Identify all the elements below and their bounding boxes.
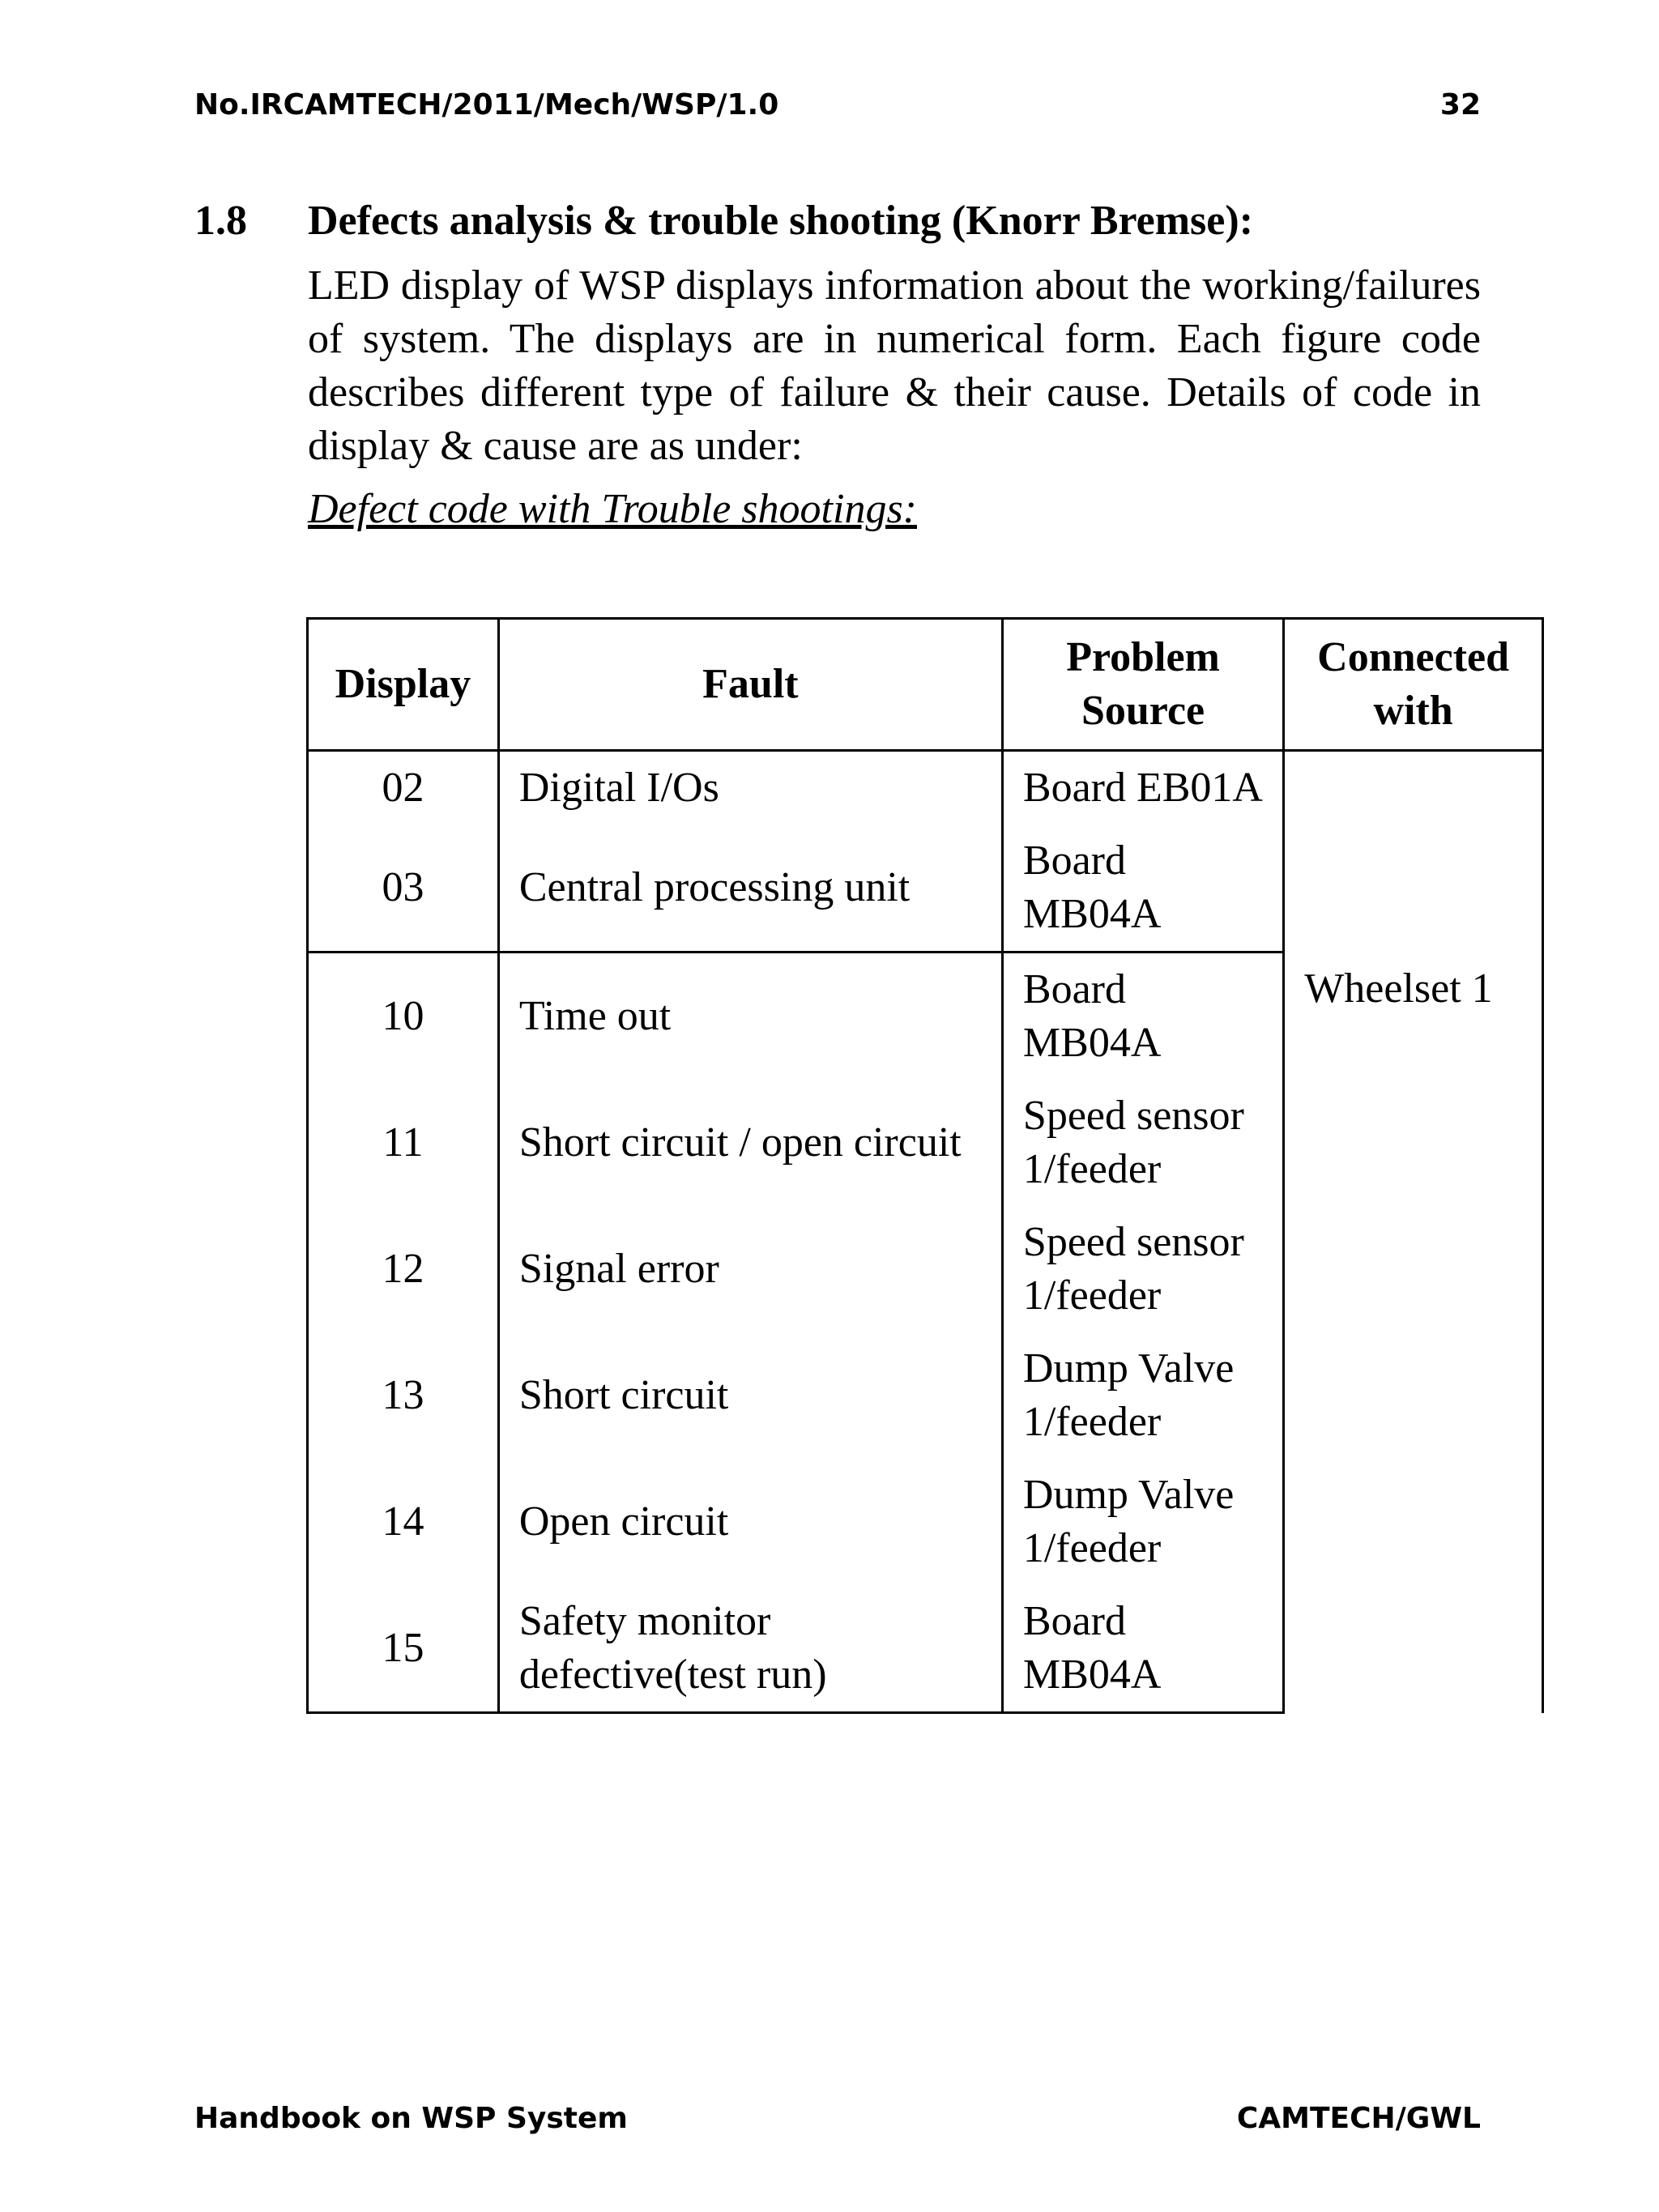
column-header-connected-with: Connected with bbox=[1284, 619, 1543, 751]
display-code: 03 bbox=[308, 825, 499, 953]
problem-source-cell: Speed sensor 1/feeder bbox=[1002, 1080, 1283, 1206]
display-code: 11 bbox=[308, 1080, 499, 1206]
display-code: 14 bbox=[308, 1459, 499, 1585]
fault-cell: Central processing unit bbox=[498, 825, 1002, 953]
table-row bbox=[308, 751, 1543, 825]
fault-cell: Short circuit bbox=[498, 1332, 1002, 1459]
column-header-problem-source: Problem Source bbox=[1002, 619, 1283, 751]
connected-with-cell: Wheelset 1 bbox=[1284, 953, 1543, 1713]
fault-cell: Time out bbox=[498, 953, 1002, 1080]
problem-source-cell: Board MB04A bbox=[1002, 1585, 1283, 1713]
display-code: 10 bbox=[308, 953, 499, 1080]
table-header-row bbox=[308, 619, 1543, 751]
problem-source-cell: Board EB01A bbox=[1002, 751, 1283, 825]
problem-source-cell: Dump Valve 1/feeder bbox=[1002, 1332, 1283, 1459]
display-code: 02 bbox=[308, 751, 499, 825]
fault-cell: Short circuit / open circuit bbox=[498, 1080, 1002, 1206]
problem-source-cell: Speed sensor 1/feeder bbox=[1002, 1206, 1283, 1332]
document-number: No.IRCAMTECH/2011/Mech/WSP/1.0 bbox=[194, 88, 779, 121]
footer-publisher: CAMTECH/GWL bbox=[1236, 2102, 1481, 2135]
display-code: 15 bbox=[308, 1585, 499, 1713]
column-header-display: Display bbox=[308, 619, 499, 751]
display-code: 12 bbox=[308, 1206, 499, 1332]
intro-paragraph: LED display of WSP displays information about the working/failures of system. The displays are in numerical form. Each figure code describes different type of failure & their cause. Details of code in display & cause are as under: bbox=[308, 262, 1481, 469]
fault-cell: Safety monitor defective(test run) bbox=[498, 1585, 1002, 1713]
table-subheading: Defect code with Trouble shootings: bbox=[308, 486, 917, 532]
table-row bbox=[308, 953, 1543, 1080]
display-code: 13 bbox=[308, 1332, 499, 1459]
connected-with-cell bbox=[1284, 751, 1543, 953]
fault-cell: Signal error bbox=[498, 1206, 1002, 1332]
section-title: Defects analysis & trouble shooting (Knorr Bremse): bbox=[308, 198, 1254, 244]
defect-code-table bbox=[306, 617, 1544, 1714]
problem-source-cell: Board MB04A bbox=[1002, 953, 1283, 1080]
fault-cell: Digital I/Os bbox=[498, 751, 1002, 825]
fault-cell: Open circuit bbox=[498, 1459, 1002, 1585]
problem-source-cell: Dump Valve 1/feeder bbox=[1002, 1459, 1283, 1585]
problem-source-cell: Board MB04A bbox=[1002, 825, 1283, 953]
column-header-fault: Fault bbox=[498, 619, 1002, 751]
section-number: 1.8 bbox=[194, 198, 247, 244]
footer-handbook-title: Handbook on WSP System bbox=[194, 2102, 628, 2135]
page-number: 32 bbox=[1439, 88, 1481, 121]
